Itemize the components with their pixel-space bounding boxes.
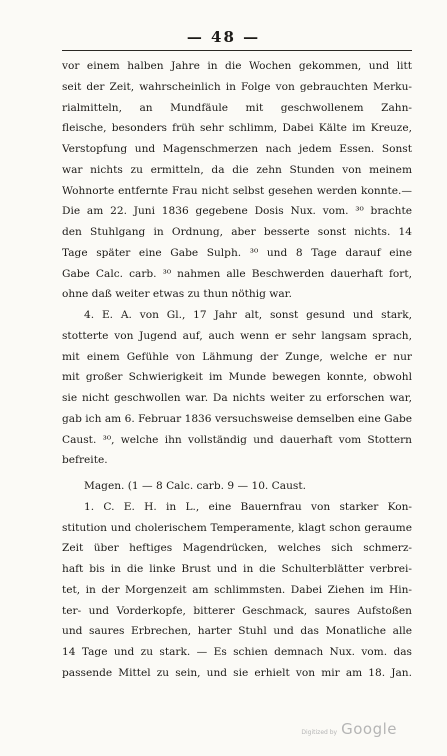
text-line: 4. E. A. von Gl., 17 Jahr alt, sonst gesund und stark, [84, 309, 412, 321]
text-line: sie nicht geschwollen war. Da nichts weiter zu erforschen war, [62, 392, 412, 404]
text-line: Tage später eine Gabe Sulph. ³⁰ und 8 Tage darauf eine [62, 246, 412, 259]
text-line: 1. C. E. H. in L., eine Bauernfrau von starker Kon- [84, 500, 412, 513]
text-line: ter- und Vorderkopfe, bitterer Geschmack, saures Aufstoßen [62, 604, 412, 617]
text-line: haft bis in die linke Brust und in die Schulterblätter verbrei- [62, 563, 412, 575]
text-line: stotterte von Jugend auf, auch wenn er sehr langsam sprach, [62, 329, 412, 342]
google-logo: Google [341, 720, 397, 738]
text-line: ohne daß weiter etwas zu thun nöthig war. [62, 288, 292, 301]
page-number: — 48 — [186, 28, 261, 46]
digitization-watermark [301, 720, 397, 738]
text-line: Zeit über heftiges Magendrücken, welches sich schmerz- [62, 542, 412, 555]
text-line: 14 Tage und zu stark. — Es schien demnach Nux. vom. das [62, 646, 412, 658]
text-line: rialmitteln, an Mundfäule mit geschwollenem Zahn- [62, 101, 412, 114]
text-line: stitution und cholerischem Temperamente, klagt schon geraume [62, 521, 412, 534]
text-line: mit einem Gefühle von Lähmung der Zunge, welche er nur [62, 350, 412, 363]
text-line: war nichts zu ermitteln, da die zehn Stunden von meinem [62, 163, 412, 176]
text-line: den Stuhlgang in Ordnung, aber besserte sonst nichts. 14 [62, 226, 412, 238]
text-line: Verstopfung und Magenschmerzen nach jedem Essen. Sonst [62, 143, 412, 155]
section-heading: Magen. (1 — 8 Calc. carb. 9 — 10. Caust. [84, 480, 306, 492]
text-line: Gabe Calc. carb. ³⁰ nahmen alle Beschwerden dauerhaft fort, [62, 267, 412, 280]
text-line: Wohnorte entfernte Frau nicht selbst gesehen werden konnte.— [62, 184, 412, 197]
text-line: vor einem halben Jahre in die Wochen gekommen, und litt [62, 60, 412, 72]
text-line: Die am 22. Juni 1836 gegebene Dosis Nux. vom. ³⁰ brachte [62, 205, 412, 218]
body-text [62, 56, 412, 684]
text-line: seit der Zeit, wahrscheinlich in Folge von gebrauchten Merku- [62, 80, 412, 93]
text-line: mit großer Schwierigkeit im Munde bewegen konnte, obwohl [62, 371, 412, 384]
text-line: und saures Erbrechen, harter Stuhl und das Monatliche alle [62, 625, 412, 638]
text-line: fleische, besonders früh sehr schlimm, Dabei Kälte im Kreuze, [62, 122, 412, 135]
text-line: befreite. [62, 454, 108, 467]
header-rule [62, 50, 412, 51]
text-line: passende Mittel zu sein, und sie erhielt von mir am 18. Jan. [62, 666, 412, 679]
text-line: tet, in der Morgenzeit am schlimmsten. Dabei Ziehen im Hin- [62, 583, 412, 596]
text-line: gab ich am 6. Februar 1836 versuchsweise demselben eine Gabe [62, 412, 412, 425]
text-line: Caust. ³⁰, welche ihn vollständig und dauerhaft vom Stottern [62, 433, 412, 446]
watermark-prefix: Digitized by [301, 729, 338, 736]
